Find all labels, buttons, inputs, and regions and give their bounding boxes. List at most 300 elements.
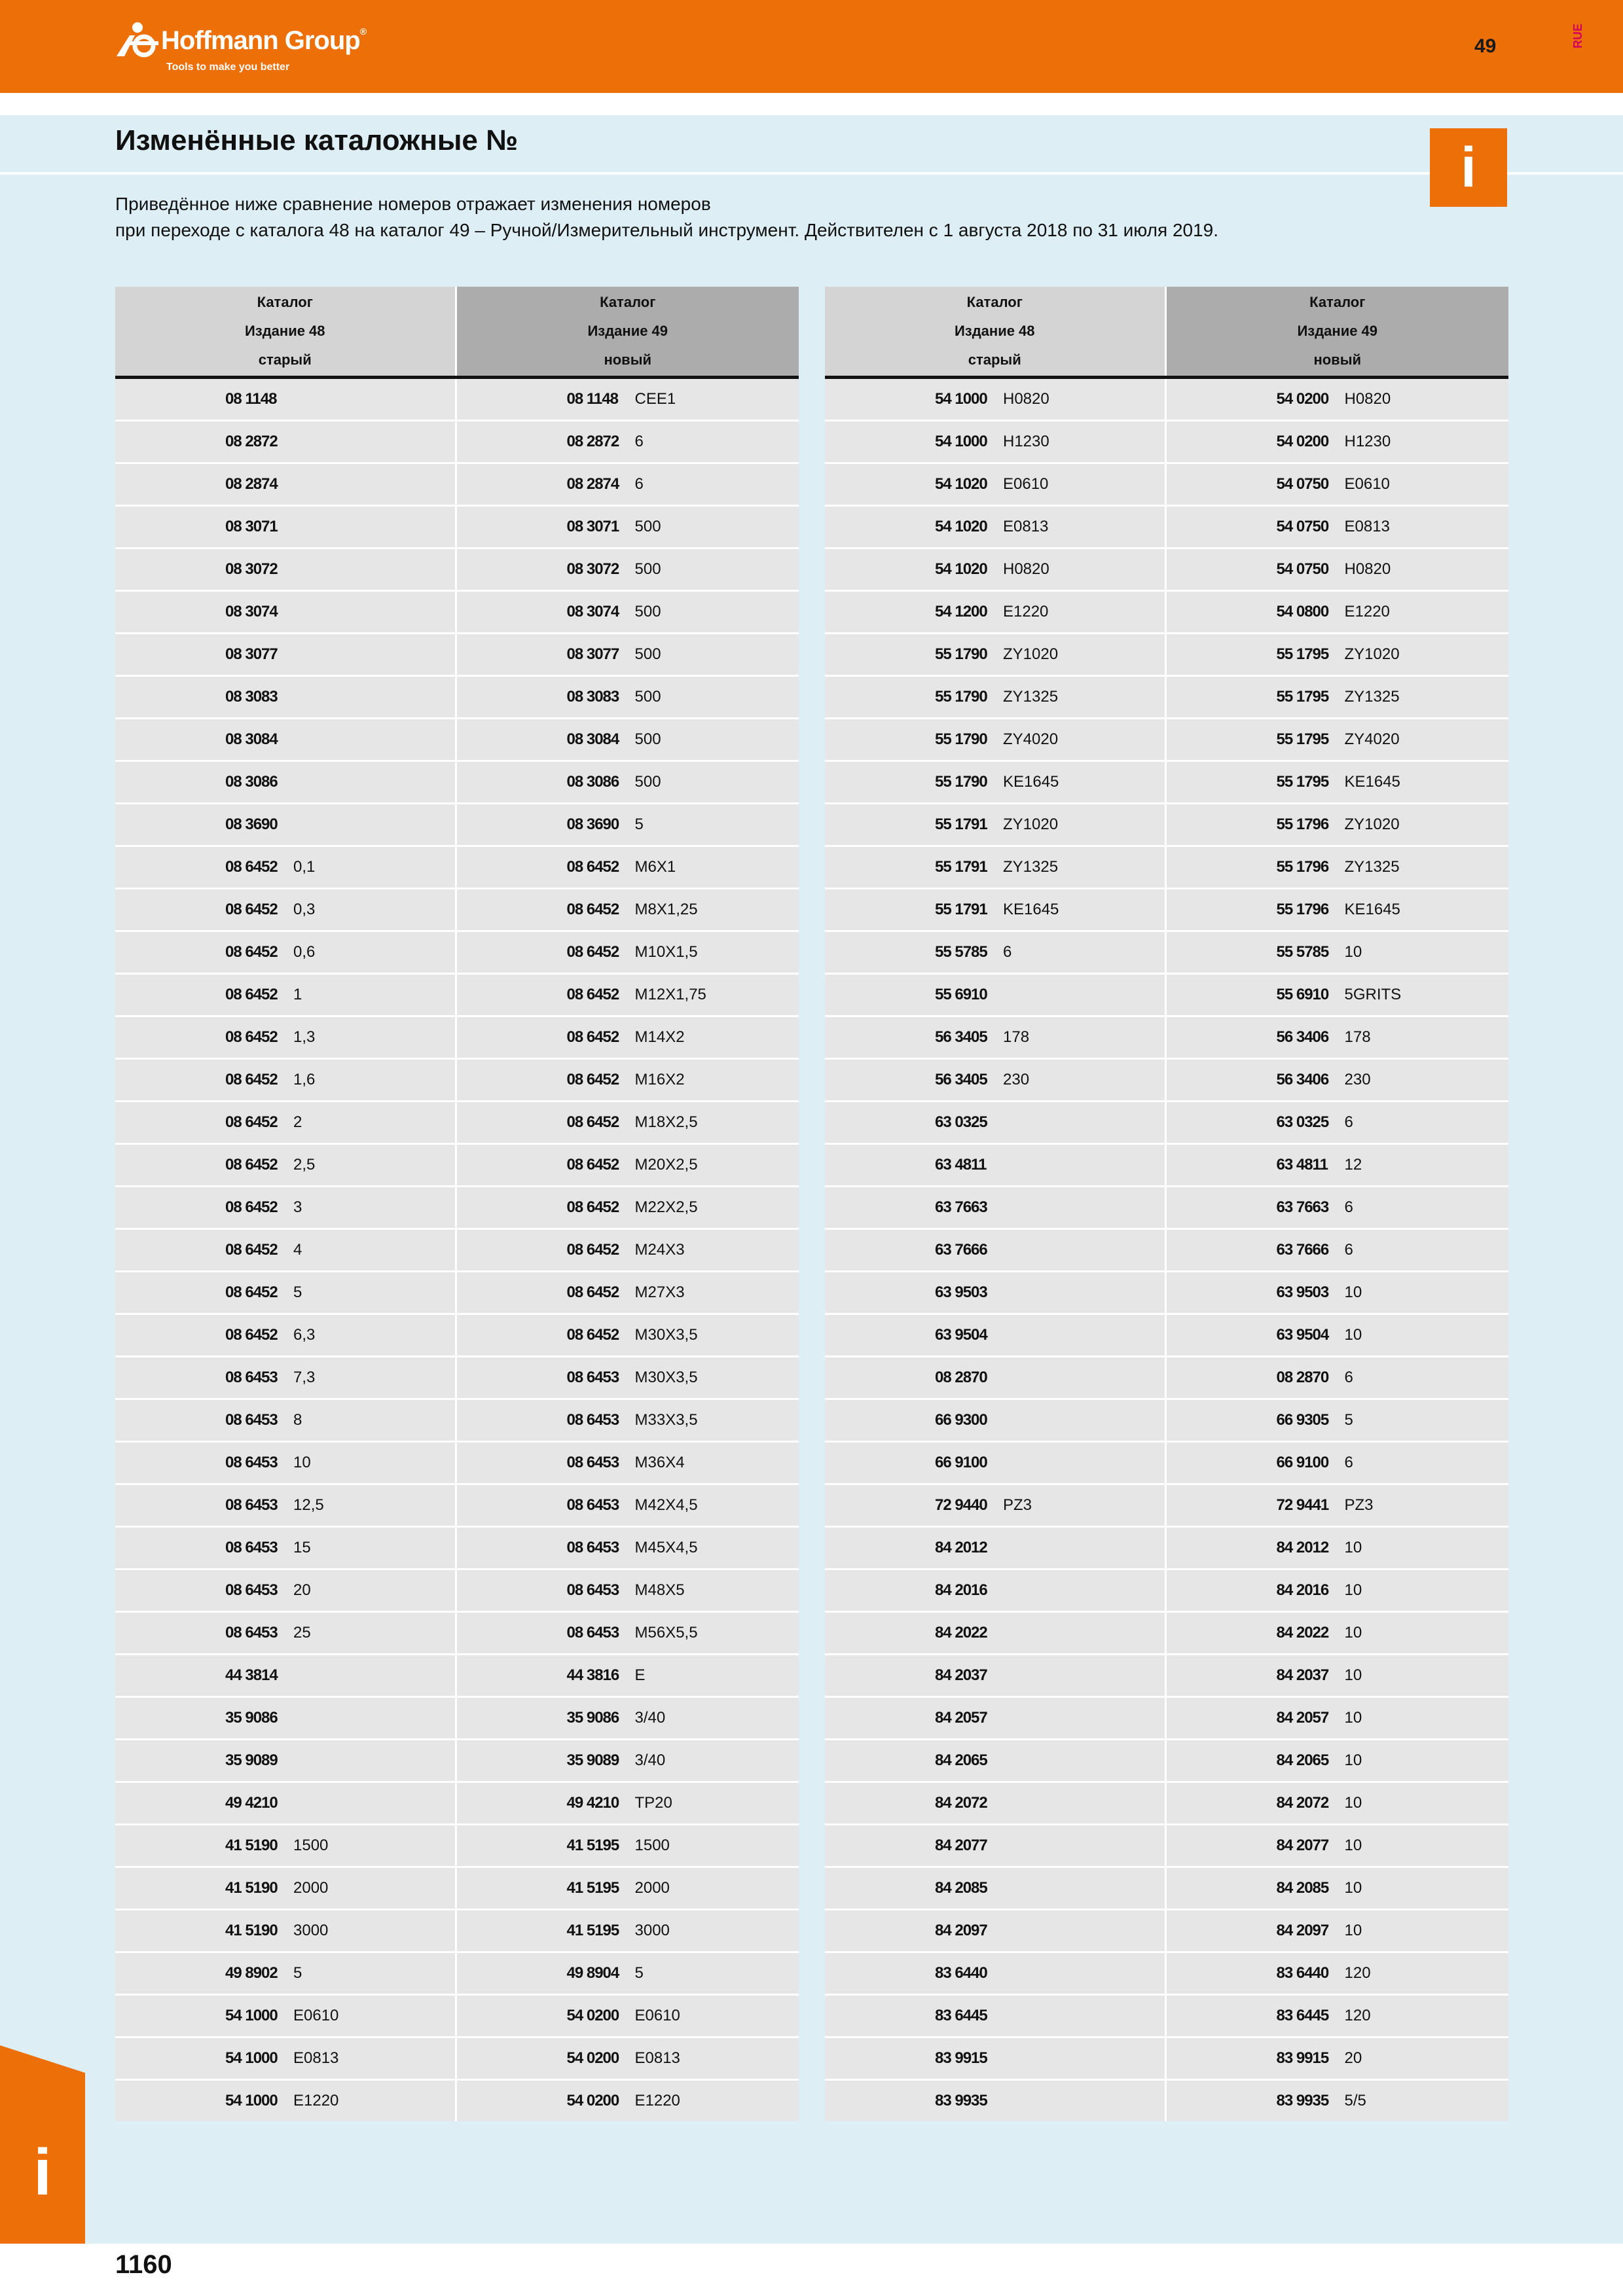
article-suffix: H0820: [1344, 560, 1391, 578]
old-catalog-number: [825, 1187, 1165, 1229]
article-number: 84 2016: [935, 1581, 987, 1599]
old-catalog-number: [115, 804, 456, 846]
new-catalog-number: [456, 1655, 799, 1697]
header-old-line-3: старый: [258, 351, 312, 368]
old-catalog-number: [825, 1740, 1165, 1782]
table-row: [115, 463, 799, 506]
old-catalog-number: [825, 2080, 1165, 2122]
new-catalog-number: [456, 463, 799, 506]
old-catalog-number: [825, 1782, 1165, 1825]
old-catalog-number: [115, 1612, 456, 1655]
new-catalog-number: [1165, 548, 1508, 591]
old-catalog-number: [115, 1740, 456, 1782]
article-number: 08 2870: [1276, 1369, 1329, 1386]
new-catalog-number: [456, 719, 799, 761]
table-row: [825, 1655, 1508, 1697]
article-suffix: 500: [634, 688, 661, 706]
article-number: 54 0200: [566, 2049, 619, 2067]
new-catalog-number: [456, 1782, 799, 1825]
article-number: 08 6453: [566, 1624, 619, 1641]
article-suffix: M18X2,5: [634, 1113, 698, 1131]
article-number: 54 0200: [566, 2007, 619, 2024]
article-number: 83 6440: [935, 1964, 987, 1982]
old-catalog-number: [825, 889, 1165, 931]
new-catalog-number: [1165, 634, 1508, 676]
article-suffix: 6,3: [293, 1326, 316, 1344]
article-number: 35 9086: [225, 1709, 278, 1727]
article-number: 55 1791: [935, 901, 987, 918]
article-suffix: 500: [634, 773, 661, 791]
article-number: 08 3086: [566, 773, 619, 791]
article-suffix: E0813: [1344, 518, 1390, 535]
article-suffix: 500: [634, 730, 661, 748]
article-number: 08 6453: [225, 1454, 278, 1471]
article-suffix: 3/40: [634, 1751, 666, 1769]
table-row: [825, 1144, 1508, 1187]
header-old-line-1: Каталог: [257, 294, 313, 310]
old-catalog-number: [825, 548, 1165, 591]
article-number: 84 2012: [1276, 1539, 1329, 1556]
table-row: [115, 548, 799, 591]
article-suffix: M48X5: [634, 1581, 685, 1599]
header-old-line-2: Издание 48: [244, 323, 325, 339]
table-row: [115, 1527, 799, 1570]
new-catalog-number: [1165, 1357, 1508, 1399]
article-number: 08 6453: [566, 1539, 619, 1556]
article-suffix: 10: [1344, 1709, 1362, 1727]
table-row: [825, 1484, 1508, 1527]
hoffmann-logo: [115, 17, 390, 82]
article-number: 84 2072: [1276, 1794, 1329, 1812]
article-suffix: 230: [1003, 1071, 1030, 1088]
article-suffix: TP20: [634, 1794, 672, 1812]
article-number: 55 1795: [1276, 645, 1329, 663]
header-new-line-2: Издание 49: [1297, 323, 1378, 339]
new-catalog-number: [456, 1484, 799, 1527]
new-catalog-number: [456, 2080, 799, 2122]
article-suffix: KE1645: [1003, 901, 1059, 918]
table-row: [115, 719, 799, 761]
table-row: [825, 506, 1508, 548]
new-catalog-number: [1165, 463, 1508, 506]
table-row: [115, 889, 799, 931]
article-number: 55 1795: [1276, 773, 1329, 791]
article-number: 63 0325: [935, 1113, 987, 1131]
old-catalog-number: [115, 1484, 456, 1527]
article-number: 66 9300: [935, 1411, 987, 1429]
new-catalog-number: [1165, 719, 1508, 761]
article-suffix: M30X3,5: [634, 1369, 698, 1386]
table-row: [825, 463, 1508, 506]
article-number: 08 6452: [225, 943, 278, 961]
article-suffix: CEE1: [634, 390, 676, 408]
article-suffix: M8X1,25: [634, 901, 698, 918]
new-catalog-number: [1165, 1314, 1508, 1357]
article-suffix: M30X3,5: [634, 1326, 698, 1344]
article-number: 84 2077: [935, 1837, 987, 1854]
article-suffix: 5: [293, 1283, 302, 1301]
article-number: 08 1148: [225, 390, 277, 408]
article-number: 08 6453: [566, 1496, 619, 1514]
new-catalog-number: [1165, 1655, 1508, 1697]
article-suffix: 2000: [634, 1879, 670, 1897]
article-suffix: M6X1: [634, 858, 676, 876]
old-catalog-number: [825, 1314, 1165, 1357]
old-catalog-number: [825, 846, 1165, 889]
table-row: [115, 1144, 799, 1187]
table-row: [115, 1187, 799, 1229]
old-catalog-number: [115, 1059, 456, 1102]
header-new-line-1: Каталог: [600, 294, 656, 310]
article-number: 08 6452: [566, 943, 619, 961]
new-catalog-number: [456, 761, 799, 804]
old-catalog-number: [825, 931, 1165, 974]
article-number: 54 0750: [1276, 560, 1329, 578]
article-suffix: 178: [1344, 1028, 1371, 1046]
intro-line-2: при переходе с каталога 48 на каталог 49 – Ручной/Измерительный инструмент. Действителен с 1 августа 2018 по 31 июля 2019.: [115, 220, 1219, 240]
article-number: 08 6452: [566, 1071, 619, 1088]
article-suffix: KE1645: [1003, 773, 1059, 791]
article-suffix: E: [634, 1666, 646, 1684]
table-row: [825, 1995, 1508, 2037]
article-number: 56 3405: [935, 1028, 987, 1046]
new-catalog-number: [456, 548, 799, 591]
catalog-edition: 49: [1474, 35, 1497, 57]
article-number: 35 9089: [566, 1751, 619, 1769]
old-catalog-number: [825, 1102, 1165, 1144]
old-catalog-number: [825, 1484, 1165, 1527]
article-number: 63 9504: [1276, 1326, 1329, 1344]
article-suffix: 5/5: [1344, 2092, 1366, 2109]
table-row: [115, 1782, 799, 1825]
article-number: 54 1020: [935, 518, 987, 535]
article-suffix: 120: [1344, 2007, 1371, 2024]
article-suffix: 5: [1344, 1411, 1353, 1429]
table-row: [115, 1655, 799, 1697]
article-suffix: 4: [293, 1241, 302, 1259]
article-suffix: E0610: [634, 2007, 680, 2024]
old-catalog-number: [115, 1697, 456, 1740]
article-suffix: E1220: [293, 2092, 339, 2109]
old-catalog-number: [115, 1867, 456, 1910]
article-number: 54 1000: [935, 433, 987, 450]
new-catalog-number: [456, 506, 799, 548]
article-suffix: M36X4: [634, 1454, 685, 1471]
article-suffix: 15: [293, 1539, 311, 1556]
table-row: [825, 931, 1508, 974]
table-row: [825, 804, 1508, 846]
table-row: [825, 2080, 1508, 2122]
table-row: [825, 1399, 1508, 1442]
article-suffix: 0,3: [293, 901, 316, 918]
old-catalog-number: [115, 1952, 456, 1995]
old-catalog-number: [115, 1442, 456, 1484]
article-number: 55 1795: [1276, 730, 1329, 748]
table-row: [115, 1399, 799, 1442]
article-number: 83 9915: [1276, 2049, 1329, 2067]
new-catalog-number: [456, 1825, 799, 1867]
article-suffix: 6: [1003, 943, 1012, 961]
intro-line-1: Приведённое ниже сравнение номеров отражает изменения номеров: [115, 194, 711, 214]
side-tab-info-icon: i: [33, 2136, 52, 2209]
new-catalog-number: [1165, 1187, 1508, 1229]
article-suffix: 1,3: [293, 1028, 316, 1046]
article-number: 08 6452: [566, 1283, 619, 1301]
table-row: [115, 421, 799, 463]
old-catalog-number: [115, 2080, 456, 2122]
new-catalog-number: [456, 378, 799, 421]
article-number: 84 2085: [1276, 1879, 1329, 1897]
new-catalog-number: [456, 1570, 799, 1612]
article-number: 83 6445: [1276, 2007, 1329, 2024]
article-number: 08 6452: [225, 1198, 278, 1216]
article-number: 83 9935: [935, 2092, 987, 2109]
old-catalog-number: [825, 506, 1165, 548]
new-catalog-number: [456, 1357, 799, 1399]
article-number: 54 1000: [225, 2007, 278, 2024]
article-suffix: M14X2: [634, 1028, 685, 1046]
column-header-new: [1165, 287, 1508, 378]
article-suffix: E1220: [634, 2092, 680, 2109]
old-catalog-number: [825, 1399, 1165, 1442]
article-number: 54 0750: [1276, 518, 1329, 535]
new-catalog-number: [1165, 889, 1508, 931]
article-number: 08 3077: [225, 645, 278, 663]
article-suffix: 2: [293, 1113, 302, 1131]
article-suffix: 230: [1344, 1071, 1371, 1088]
old-catalog-number: [825, 1867, 1165, 1910]
header-new-line-2: Издание 49: [587, 323, 668, 339]
table-row: [115, 634, 799, 676]
old-catalog-number: [115, 1229, 456, 1272]
table-row: [825, 719, 1508, 761]
old-catalog-number: [115, 1272, 456, 1314]
article-suffix: 2000: [293, 1879, 329, 1897]
table-row: [115, 1059, 799, 1102]
old-catalog-number: [115, 846, 456, 889]
old-catalog-number: [115, 548, 456, 591]
header-new-line-3: новый: [1313, 351, 1362, 368]
article-number: 54 1000: [225, 2049, 278, 2067]
old-catalog-number: [825, 1825, 1165, 1867]
article-suffix: 120: [1344, 1964, 1371, 1982]
old-catalog-number: [115, 974, 456, 1016]
table-row: [115, 1357, 799, 1399]
new-catalog-number: [456, 1995, 799, 2037]
table-row: [115, 1272, 799, 1314]
new-catalog-number: [1165, 931, 1508, 974]
table-row: [825, 634, 1508, 676]
article-number: 08 1148: [566, 390, 618, 408]
article-suffix: ZY1325: [1344, 688, 1400, 706]
table-row: [115, 1102, 799, 1144]
new-catalog-number: [1165, 846, 1508, 889]
old-catalog-number: [825, 591, 1165, 634]
brand-name: Hoffmann Group®: [161, 26, 367, 55]
article-number: 08 6453: [566, 1581, 619, 1599]
article-number: 63 0325: [1276, 1113, 1329, 1131]
article-number: 72 9441: [1276, 1496, 1329, 1514]
old-catalog-number: [115, 1187, 456, 1229]
table-row: [115, 1570, 799, 1612]
article-suffix: E0813: [1003, 518, 1049, 535]
article-number: 55 6910: [935, 986, 987, 1003]
new-catalog-number: [1165, 1740, 1508, 1782]
article-number: 08 6452: [225, 1156, 278, 1174]
old-catalog-number: [115, 931, 456, 974]
new-catalog-number: [1165, 1825, 1508, 1867]
article-number: 84 2057: [935, 1709, 987, 1727]
new-catalog-number: [1165, 506, 1508, 548]
article-number: 08 6453: [225, 1411, 278, 1429]
table-row: [825, 378, 1508, 421]
article-number: 72 9440: [935, 1496, 987, 1514]
article-suffix: 12: [1344, 1156, 1362, 1174]
article-suffix: M24X3: [634, 1241, 685, 1259]
article-suffix: E0610: [1003, 475, 1049, 493]
article-suffix: 8: [293, 1411, 302, 1429]
article-suffix: E0813: [634, 2049, 680, 2067]
article-suffix: E1220: [1344, 603, 1390, 620]
article-suffix: M42X4,5: [634, 1496, 698, 1514]
article-number: 54 1200: [935, 603, 987, 620]
article-number: 63 7663: [935, 1198, 987, 1216]
article-number: 55 5785: [935, 943, 987, 961]
article-suffix: ZY4020: [1003, 730, 1059, 748]
old-catalog-number: [115, 1016, 456, 1059]
article-number: 08 3072: [225, 560, 278, 578]
article-number: 08 3077: [566, 645, 619, 663]
article-number: 83 6445: [935, 2007, 987, 2024]
table-row: [825, 846, 1508, 889]
page-number: 1160: [115, 2250, 172, 2279]
article-number: 84 2072: [935, 1794, 987, 1812]
article-number: 08 6453: [225, 1369, 278, 1386]
new-catalog-number: [456, 1952, 799, 1995]
article-suffix: 10: [1344, 1879, 1362, 1897]
new-catalog-number: [456, 1740, 799, 1782]
article-number: 84 2065: [935, 1751, 987, 1769]
new-catalog-number: [456, 591, 799, 634]
old-catalog-number: [825, 1570, 1165, 1612]
new-catalog-number: [1165, 1527, 1508, 1570]
old-catalog-number: [115, 1825, 456, 1867]
new-catalog-number: [456, 889, 799, 931]
table-row: [825, 676, 1508, 719]
new-catalog-number: [1165, 591, 1508, 634]
article-number: 41 5195: [566, 1837, 619, 1854]
article-number: 84 2016: [1276, 1581, 1329, 1599]
table-row: [825, 1612, 1508, 1655]
table-row: [115, 761, 799, 804]
footer-band: [0, 2244, 1623, 2296]
new-catalog-number: [456, 1229, 799, 1272]
article-suffix: 1500: [634, 1837, 670, 1854]
table-row: [825, 591, 1508, 634]
article-number: 08 3071: [225, 518, 278, 535]
column-header-old: [825, 287, 1165, 378]
article-number: 08 6452: [566, 1156, 619, 1174]
article-suffix: ZY1325: [1003, 858, 1059, 876]
article-number: 08 6452: [225, 858, 278, 876]
article-suffix: 10: [1344, 1666, 1362, 1684]
article-number: 08 6452: [566, 1113, 619, 1131]
old-catalog-number: [825, 1016, 1165, 1059]
old-catalog-number: [825, 804, 1165, 846]
article-number: 55 1795: [1276, 688, 1329, 706]
table-row: [115, 378, 799, 421]
table-row: [115, 1442, 799, 1484]
article-suffix: 6: [1344, 1454, 1353, 1471]
article-suffix: 5: [293, 1964, 302, 1982]
article-number: 08 3074: [566, 603, 619, 620]
new-catalog-number: [1165, 1229, 1508, 1272]
article-suffix: E0610: [1344, 475, 1390, 493]
article-number: 84 2012: [935, 1539, 987, 1556]
article-suffix: 178: [1003, 1028, 1030, 1046]
article-number: 55 1790: [935, 688, 987, 706]
hoffmann-logo-icon: [115, 21, 160, 58]
article-suffix: 5GRITS: [1344, 986, 1402, 1003]
article-number: 54 1020: [935, 560, 987, 578]
new-catalog-number: [456, 1187, 799, 1229]
article-suffix: 2,5: [293, 1156, 316, 1174]
table-row: [115, 1229, 799, 1272]
article-number: 55 1796: [1276, 816, 1329, 833]
old-catalog-number: [825, 676, 1165, 719]
table-row: [115, 1995, 799, 2037]
article-number: 66 9100: [1276, 1454, 1329, 1471]
article-number: 63 7666: [1276, 1241, 1329, 1259]
article-number: 55 1790: [935, 773, 987, 791]
article-number: 56 3406: [1276, 1071, 1329, 1088]
article-suffix: 500: [634, 518, 661, 535]
article-suffix: 0,1: [293, 858, 316, 876]
old-catalog-number: [115, 463, 456, 506]
new-catalog-number: [456, 846, 799, 889]
article-number: 08 6452: [566, 1241, 619, 1259]
article-suffix: E1220: [1003, 603, 1049, 620]
article-number: 83 9935: [1276, 2092, 1329, 2109]
table-row: [825, 1570, 1508, 1612]
article-suffix: 10: [1344, 1751, 1362, 1769]
old-catalog-number: [825, 421, 1165, 463]
article-number: 08 6453: [566, 1411, 619, 1429]
article-number: 84 2077: [1276, 1837, 1329, 1854]
article-number: 55 6910: [1276, 986, 1329, 1003]
article-number: 56 3405: [935, 1071, 987, 1088]
table-row: [825, 1910, 1508, 1952]
table-row: [825, 1952, 1508, 1995]
article-suffix: 20: [293, 1581, 311, 1599]
old-catalog-number: [115, 1782, 456, 1825]
table-row: [825, 1697, 1508, 1740]
article-number: 08 6452: [225, 901, 278, 918]
old-catalog-number: [115, 676, 456, 719]
table-row: [825, 761, 1508, 804]
article-suffix: 1,6: [293, 1071, 316, 1088]
old-catalog-number: [825, 1697, 1165, 1740]
old-catalog-number: [115, 1527, 456, 1570]
article-suffix: 10: [1344, 1539, 1362, 1556]
old-catalog-number: [825, 1527, 1165, 1570]
article-number: 63 4811: [1276, 1156, 1328, 1174]
article-number: 41 5190: [225, 1922, 278, 1939]
table-row: [115, 1016, 799, 1059]
comparison-table-right: [825, 287, 1508, 2121]
new-catalog-number: [456, 676, 799, 719]
new-catalog-number: [1165, 804, 1508, 846]
